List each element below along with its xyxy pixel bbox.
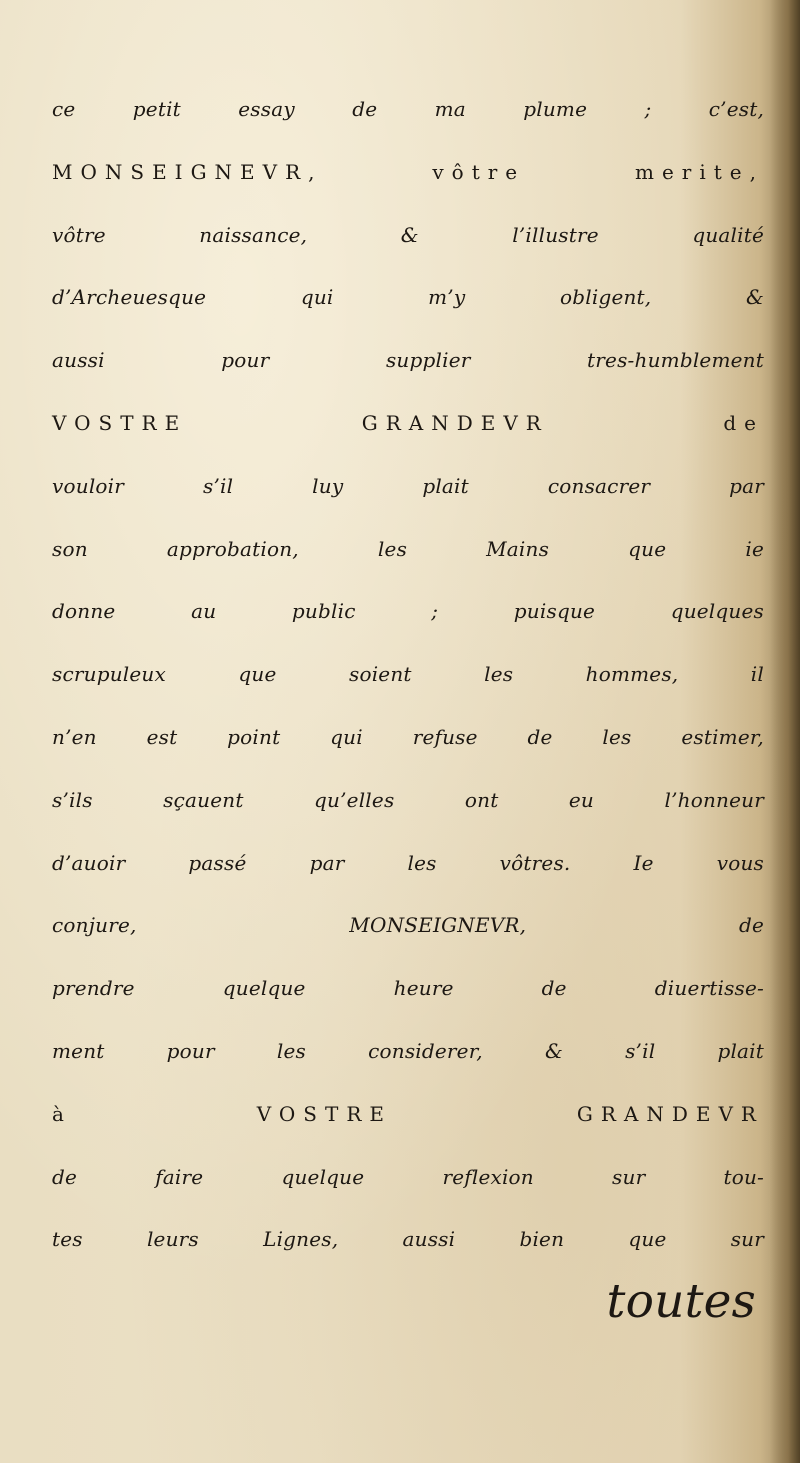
text-line: vouloir s’il luy plait consacrer par	[52, 473, 764, 498]
text-line: vôtre naissance, & l’illustre qualité	[52, 222, 764, 247]
page-gutter-shadow	[770, 0, 800, 1463]
text-line: prendre quelque heure de diuertisse-	[52, 976, 764, 1001]
text-line: scrupuleux que soient les hommes, il	[52, 662, 764, 687]
text-line: ce petit essay de ma plume ; c’est,	[52, 97, 764, 121]
text-line: n’en est point qui refuse de les estimer,	[52, 724, 764, 749]
text-line: MONSEIGNEVR, vôtre merite,	[52, 159, 764, 184]
text-line: aussi pour supplier tres-humblement	[52, 348, 764, 373]
text-line: conjure, MONSEIGNEVR, de	[52, 913, 764, 938]
text-line: d’auoir passé par les vôtres. Ie vous	[52, 850, 764, 875]
text-line: s’ils sçauent qu’elles ont eu l’honneur	[52, 787, 764, 812]
text-line: de faire quelque reflexion sur tou-	[52, 1164, 764, 1189]
text-line: ment pour les considerer, & s’il plait	[52, 1038, 764, 1063]
text-line: donne au public ; puisque quelques	[52, 599, 764, 624]
text-line: son approbation, les Mains que ie	[52, 536, 764, 561]
text-block	[52, 78, 764, 1334]
text-line: à VOSTRE GRANDEVR	[52, 1101, 764, 1126]
text-line: VOSTRE GRANDEVR de	[52, 410, 764, 435]
text-line: d’Archeuesque qui m’y obligent, &	[52, 285, 764, 310]
text-line: tes leurs Lignes, aussi bien que sur	[52, 1227, 764, 1252]
catchword: toutes	[606, 1274, 756, 1330]
